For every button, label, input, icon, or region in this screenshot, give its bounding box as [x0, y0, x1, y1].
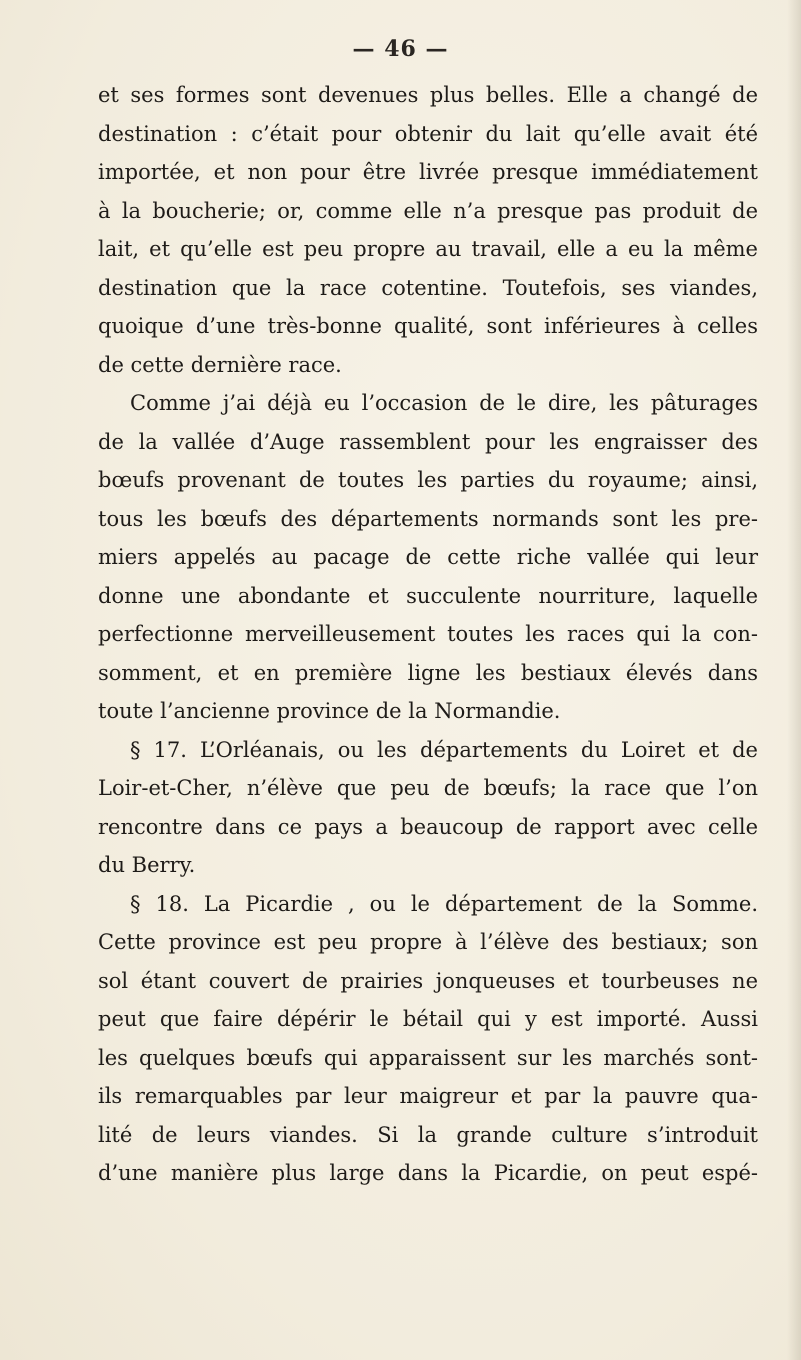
page-edge-shadow — [787, 0, 801, 1360]
text-line: à la boucherie; or, comme elle n’a presque pas produit de — [98, 198, 758, 223]
text-line: destination : c’était pour obtenir du lait qu’elle avait été — [98, 121, 758, 146]
text-line: du Berry. — [98, 853, 196, 877]
text-line: ils remarquables par leur maigreur et par la pauvre qua- — [98, 1084, 758, 1108]
text-line: miers appelés au pacage de cette riche vallée qui leur — [98, 545, 758, 569]
text-line: § 17. L’Orléanais, ou les départements du Loiret et de — [130, 737, 758, 762]
text-line: destination que la race cotentine. Toutefois, ses viandes, — [98, 275, 758, 300]
text-line: donne une abondante et succulente nourriture, laquelle — [98, 583, 758, 608]
page-number: — 46 — — [352, 36, 449, 62]
text-line: peut que faire dépérir le bétail qui y est importé. Aussi — [98, 1007, 758, 1031]
text-line: Cette province est peu propre à l’élève des bestiaux; son — [98, 930, 758, 954]
text-line: sol étant couvert de prairies jonqueuses et tourbeuses ne — [98, 968, 758, 993]
text-line: somment, et en première ligne les bestiaux élevés dans — [98, 660, 758, 685]
text-line: importée, et non pour être livrée presque immédiatement — [98, 160, 758, 184]
text-line: d’une manière plus large dans la Picardie, on peut espé- — [98, 1161, 758, 1185]
text-line: de cette dernière race. — [98, 352, 342, 377]
text-line: et ses formes sont devenues plus belles. Elle a changé de — [98, 83, 758, 107]
text-line: rencontre dans ce pays a beaucoup de rapport avec celle — [98, 814, 758, 839]
text-line: Comme j’ai déjà eu l’occasion de le dire, les pâturages — [130, 391, 758, 415]
text-line: tous les bœufs des départements normands sont les pre- — [98, 506, 758, 531]
text-line: de la vallée d’Auge rassemblent pour les engraisser des — [98, 429, 758, 454]
text-line: § 18. La Picardie , ou le département de la Somme. — [130, 891, 758, 916]
text-line: bœufs provenant de toutes les parties du royaume; ainsi, — [98, 468, 758, 492]
text-line: toute l’ancienne province de la Normandie. — [98, 699, 561, 723]
text-line: Loir-et-Cher, n’élève que peu de bœufs; la race que l’on — [98, 776, 758, 800]
text-line: les quelques bœufs qui apparaissent sur les marchés sont- — [98, 1045, 758, 1070]
text-line: quoique d’une très-bonne qualité, sont inférieures à celles — [98, 314, 758, 338]
text-line: lait, et qu’elle est peu propre au travail, elle a eu la même — [98, 237, 758, 261]
body-text — [98, 76, 758, 1193]
text-line: perfectionne merveilleusement toutes les races qui la con- — [98, 622, 758, 646]
text-line: lité de leurs viandes. Si la grande culture s’introduit — [98, 1122, 758, 1147]
